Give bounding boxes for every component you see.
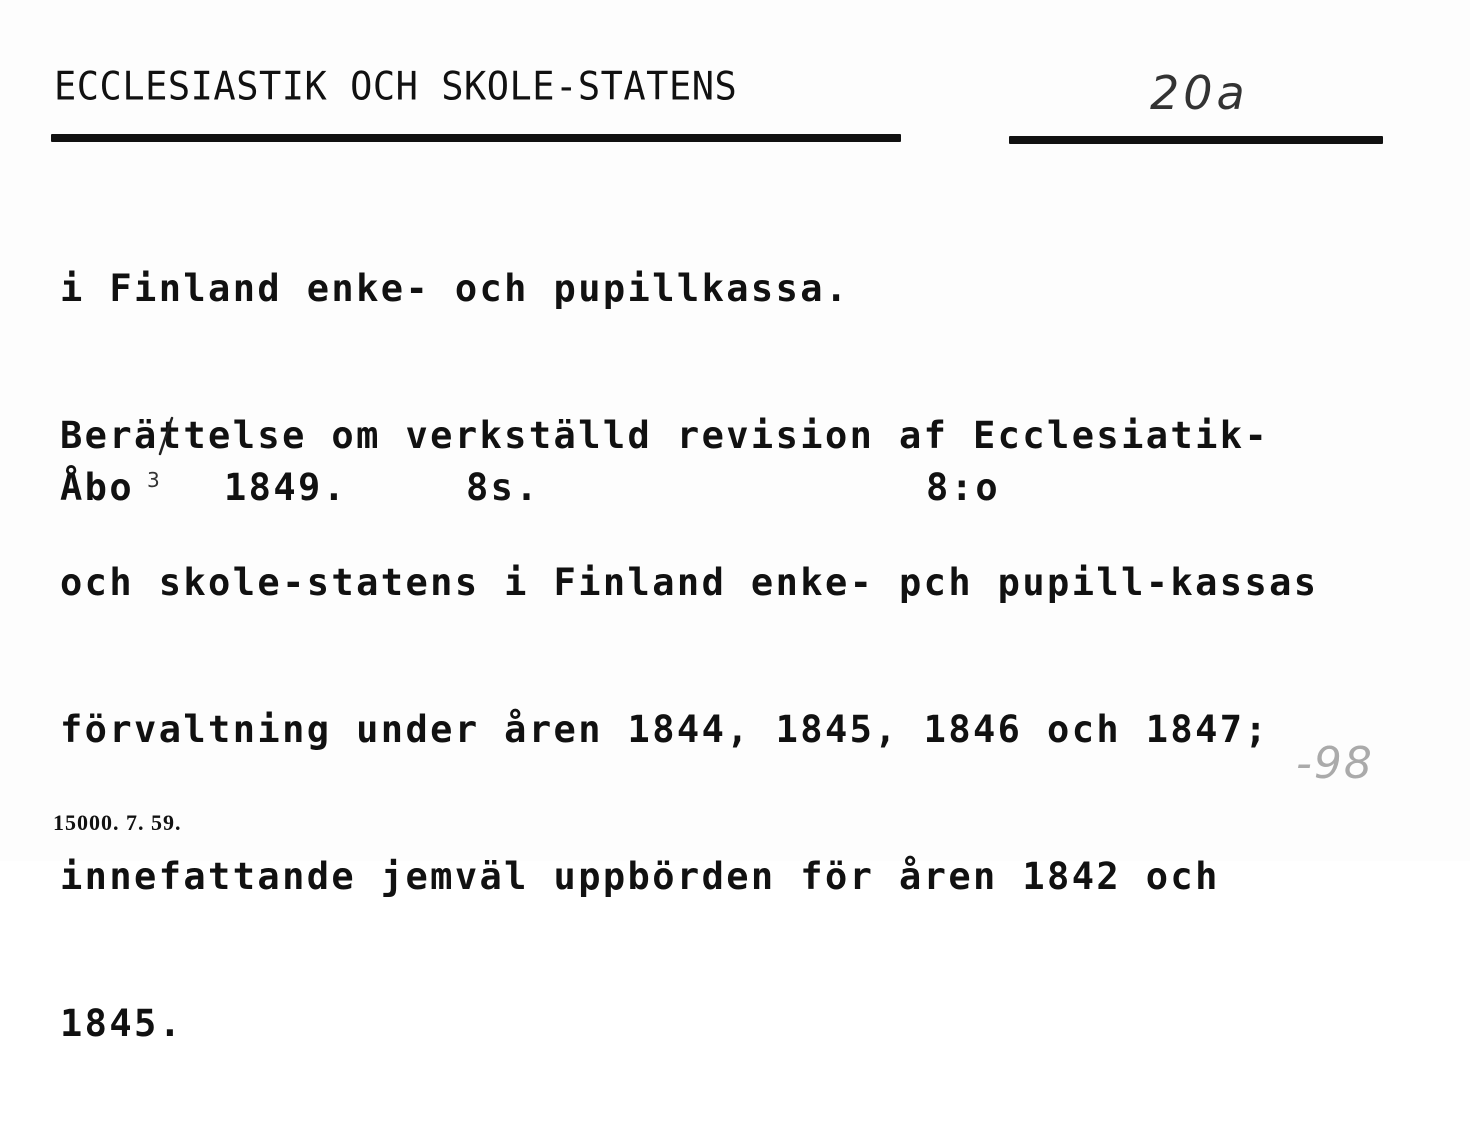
imprint-place: Åbo	[60, 466, 135, 509]
description-line: 1845.	[60, 1002, 184, 1045]
shelf-mark: 20a	[1150, 66, 1249, 120]
card-description	[60, 166, 1318, 1146]
description-line: förvaltning under åren 1844, 1845, 1846 och 1847;	[60, 708, 1270, 751]
margin-note: -98	[1296, 738, 1374, 789]
print-code: 15000. 7. 59.	[53, 810, 182, 835]
shelf-mark-rule	[1009, 136, 1383, 144]
imprint-year: 1849.	[224, 466, 348, 509]
heading-rule	[51, 134, 901, 142]
description-line: i Finland enke- och pupillkassa.	[60, 267, 850, 310]
imprint-place-note: 3	[147, 468, 160, 492]
card-heading: ECCLESIASTIK OCH SKOLE-STATENS	[54, 64, 738, 110]
description-line: och skole-statens i Finland enke- pch pupill-kassas	[60, 561, 1319, 604]
imprint-format: 8:o	[926, 466, 1001, 509]
description-line: Berättelse om verkställd revision af Ecclesiatik-	[60, 414, 1270, 457]
imprint-pages: 8s.	[466, 466, 541, 509]
description-line: innefattande jemväl uppbörden för åren 1842 och	[60, 855, 1220, 898]
